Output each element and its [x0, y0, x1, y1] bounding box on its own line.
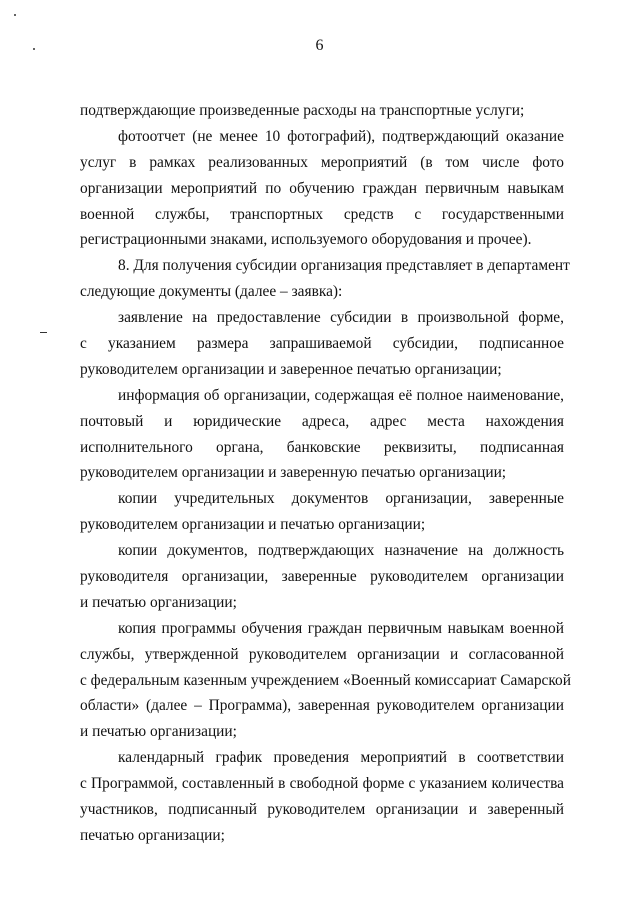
- text-line: печатью организации;: [80, 826, 225, 844]
- paragraph: [80, 616, 571, 745]
- text-line: заявление на предоставление субсидии в произвольной форме,: [118, 309, 564, 327]
- text-line: руководителем организации и печатью организации;: [80, 516, 426, 534]
- text-line: участников, подписанный руководителем организации и заверенный: [80, 801, 564, 819]
- text-line: и печатью организации;: [80, 723, 237, 741]
- text-line: службы, утвержденной руководителем организации и согласованной: [80, 645, 564, 663]
- paragraph: [80, 305, 564, 383]
- text-line: копия программы обучения граждан первичным навыкам военной: [118, 619, 564, 637]
- paragraph: [80, 253, 570, 305]
- text-line: почтовый и юридические адреса, адрес места нахождения: [80, 412, 564, 430]
- page-number: 6: [315, 37, 324, 54]
- paragraph: [80, 486, 564, 538]
- text-line: следующие документы (далее – заявка):: [80, 283, 343, 301]
- text-line: и печатью организации;: [80, 593, 237, 611]
- text-line: услуг в рамках реализованных мероприятий (в том числе фото: [80, 153, 564, 171]
- text-line: информация об организации, содержащая её полное наименование,: [118, 386, 564, 404]
- scan-dot-mark: [14, 14, 16, 16]
- text-line: области» (далее – Программа), заверенная руководителем организации: [80, 697, 564, 715]
- paragraph: [80, 124, 564, 253]
- scan-dash-mark: [40, 332, 47, 333]
- paragraph: [80, 383, 564, 487]
- text-line: регистрационными знаками, используемого оборудования и прочее).: [80, 231, 532, 249]
- text-line: с указанием размера запрашиваемой субсидии, подписанное: [80, 335, 564, 353]
- text-line: копии учредительных документов организации, заверенные: [118, 490, 564, 508]
- paragraph: [80, 745, 564, 849]
- text-line: исполнительного органа, банковские реквизиты, подписанная: [80, 438, 564, 456]
- paragraph: [80, 538, 564, 616]
- text-line: с федеральным казенным учреждением «Военный комиссариат Самарской: [80, 671, 571, 689]
- text-line: руководителя организации, заверенные руководителем организации: [80, 568, 564, 586]
- paragraph: [80, 98, 564, 124]
- text-line: копии документов, подтверждающих назначение на должность: [118, 542, 564, 560]
- text-line: руководителем организации и заверенную печатью организации;: [80, 464, 507, 482]
- text-line: руководителем организации и заверенное печатью организации;: [80, 360, 502, 378]
- text-line: 8. Для получения субсидии организация представляет в департамент: [118, 257, 570, 275]
- text-line: с Программой, составленный в свободной форме с указанием количества: [80, 775, 564, 793]
- text-line: календарный график проведения мероприятий в соответствии: [118, 749, 564, 767]
- text-line: военной службы, транспортных средств с государственными: [80, 205, 564, 223]
- text-line: подтверждающие произведенные расходы на транспортные услуги;: [80, 102, 525, 119]
- document-body: [80, 98, 571, 849]
- text-line: организации мероприятий по обучению граждан первичным навыкам: [80, 179, 564, 197]
- text-line: фотоотчет (не менее 10 фотографий), подтверждающий оказание: [118, 127, 564, 145]
